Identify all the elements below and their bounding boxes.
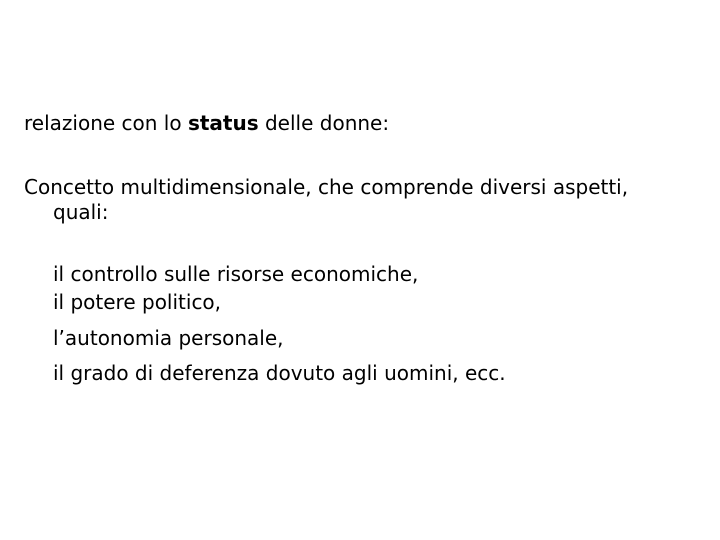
concept-line-1: Concetto multidimensionale, che comprende diversi aspetti, <box>24 175 629 199</box>
aspect-item: il grado di deferenza dovuto agli uomini, ecc. <box>53 361 506 385</box>
aspect-item: l’autonomia personale, <box>53 326 284 350</box>
intro-bold-term: status <box>187 111 259 135</box>
aspect-item: il potere politico, <box>53 290 222 314</box>
intro-line <box>24 111 389 135</box>
intro-prefix: relazione con lo <box>24 111 188 135</box>
concept-line-2: quali: <box>53 200 109 224</box>
intro-suffix: delle donne: <box>258 111 390 135</box>
aspect-item: il controllo sulle risorse economiche, <box>53 262 419 286</box>
